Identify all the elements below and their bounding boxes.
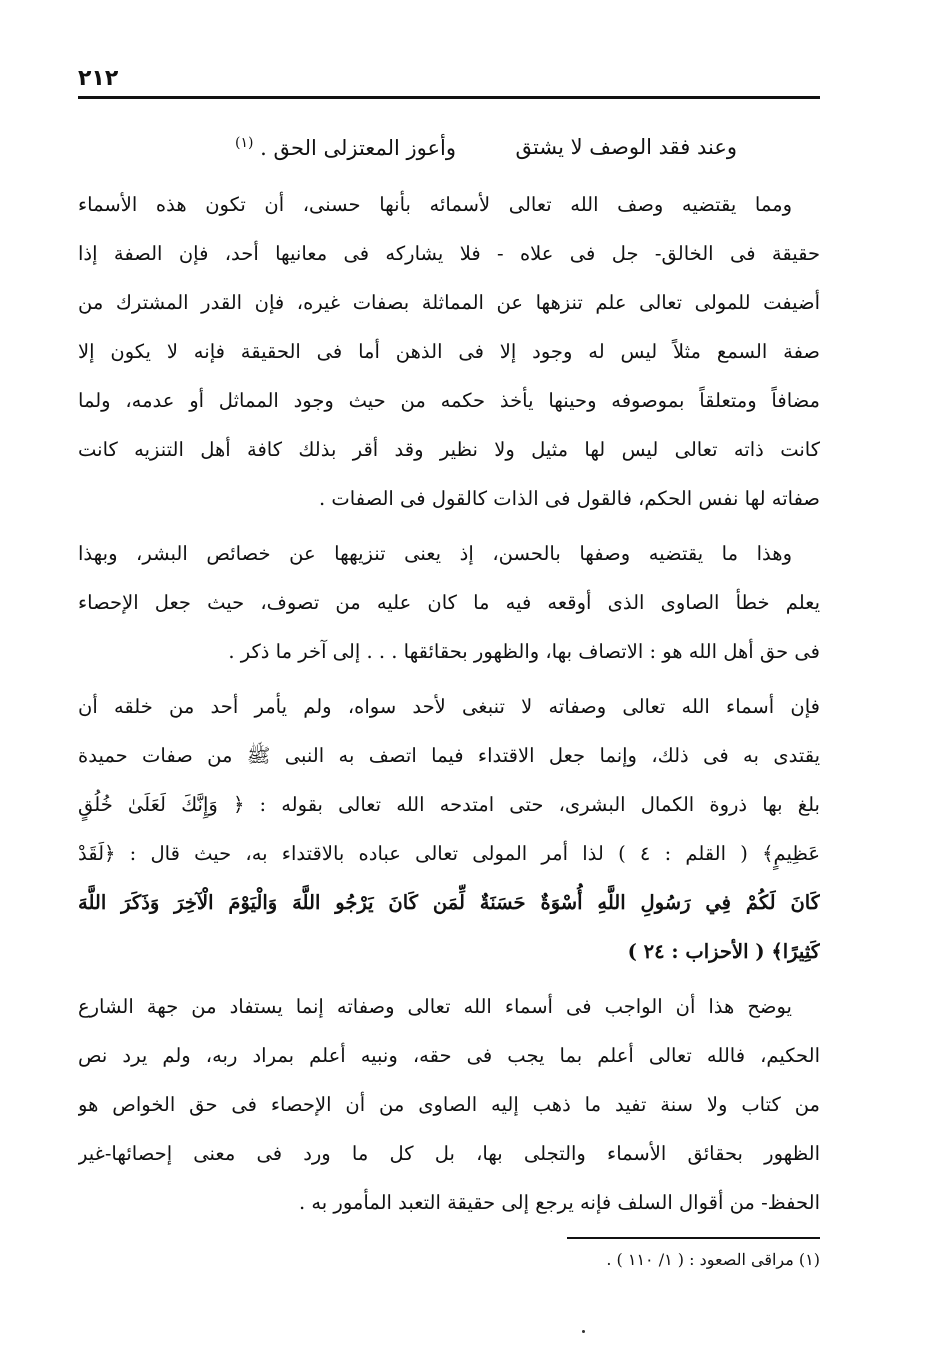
paragraph-2 xyxy=(78,529,820,676)
verse-first-hemistich xyxy=(516,135,737,159)
text-line: الحفظ- من أقوال السلف فإنه يرجع إلى حقيقة التعبد المأمور به . xyxy=(298,1191,820,1214)
text-line: ومما يقتضيه وصف الله تعالى لأسمائه بأنها حسنى، أن تكون هذه الأسماء xyxy=(78,193,792,216)
text-line: عَظِيمٍ﴾ ( القلم : ٤ ) لذا أمر المولى تعالى عباده بالاقتداء به، حيث قال : ﴿لَقَدْ xyxy=(78,842,820,865)
text-line: الحكيم، فالله تعالى أعلم بما يجب فى حقه، ونبيه أعلم بمراد ربه، ولم يرد نص xyxy=(78,1044,820,1067)
footnote-rule xyxy=(567,1237,820,1239)
paragraph-4 xyxy=(78,982,820,1227)
verse-first-text: وعند فقد الوصف لا يشتق xyxy=(515,135,737,159)
page-number: ٢١٢ xyxy=(78,66,119,91)
paragraph-1 xyxy=(78,180,820,523)
text-line: بلغ بها ذروة الكمال البشرى، حتى امتدحه الله تعالى بقوله : ﴿ وَإِنَّكَ لَعَلَىٰ خُلُقٍ xyxy=(78,793,820,816)
footnote: (١) مراقى الصعود : ( ١/ ١١٠ ) . xyxy=(606,1250,820,1269)
quran-verse-line: كَثِيرًا﴾ ( الأحزاب : ٢٤ ) xyxy=(627,940,820,963)
text-line: فإن أسماء الله تعالى وصفاته لا تنبغى لأحد سواه، ولم يأمر أحد من خلقه أن xyxy=(78,695,820,718)
footnote-reference: (١) xyxy=(235,135,254,151)
text-line: من كتاب ولا سنة تفيد ما ذهب إليه الصاوى من أن الإحصاء فى حق الخواص هو xyxy=(78,1093,820,1116)
verse-second-text: وأعوز المعتزلى الحق . xyxy=(260,136,456,160)
verse-second-hemistich xyxy=(235,135,456,160)
text-line: صفاته لها نفس الحكم، فالقول فى الذات كالقول فى الصفات . xyxy=(319,487,820,510)
quran-verse-line: كَانَ لَكُمْ فِي رَسُولِ اللَّهِ أُسْوَةٌ حَسَنَةٌ لِّمَن كَانَ يَرْجُو اللَّهَ وَالْيَوْمَ الْآخِرَ وَذَكَرَ اللَّهَ xyxy=(78,891,820,914)
header-rule xyxy=(78,96,820,99)
text-line: حقيقة فى الخالق- جل فى علاه - فلا يشاركه فى معانيها أحد، فإن الصفة إذا xyxy=(78,242,820,265)
text-line: كانت ذاته تعالى ليس لها مثيل ولا نظير وقد أقر بذلك كافة أهل التنزيه كانت xyxy=(78,438,820,461)
text-line: مضافاً ومتعلقاً بموصوفه وحينها يأخذ حكمه من حيث وجود المماثل أو عدمه، ولما xyxy=(78,389,820,412)
text-line: فى حق أهل الله هو : الاتصاف بها، والظهور بحقائقها . . . إلى آخر ما ذكر . xyxy=(228,640,820,663)
text-line: أضيفت للمولى تعالى علم تنزهها عن المماثلة بصفات غيره، فإن القدر المشترك من xyxy=(78,291,820,314)
paragraph-3 xyxy=(78,682,820,976)
text-line: وهذا ما يقتضيه وصفها بالحسن، إذ يعنى تنزيهها عن خصائص البشر، وبهذا xyxy=(78,542,792,565)
text-line: يقتدى به فى ذلك، وإنما جعل الاقتداء فيما اتصف به النبى ﷺ من صفات حميدة xyxy=(78,744,820,767)
text-line: يعلم خطأ الصاوى الذى أوقعه فيه ما كان عليه من تصوف، حيث جعل الإحصاء xyxy=(78,591,820,614)
text-line: صفة السمع مثلاً ليس له وجود إلا فى الذهن أما فى الحقيقة فإنه لا يكون إلا xyxy=(78,340,820,363)
text-line: يوضح هذا أن الواجب فى أسماء الله تعالى وصفاته إنما يستفاد من جهة الشارع xyxy=(78,995,792,1018)
text-line: الظهور بحقائق الأسماء والتجلى بها، بل كل ما ورد فى معنى إحصائها-غير xyxy=(78,1142,820,1165)
scan-speck xyxy=(582,1330,585,1333)
body-text xyxy=(78,180,820,1227)
